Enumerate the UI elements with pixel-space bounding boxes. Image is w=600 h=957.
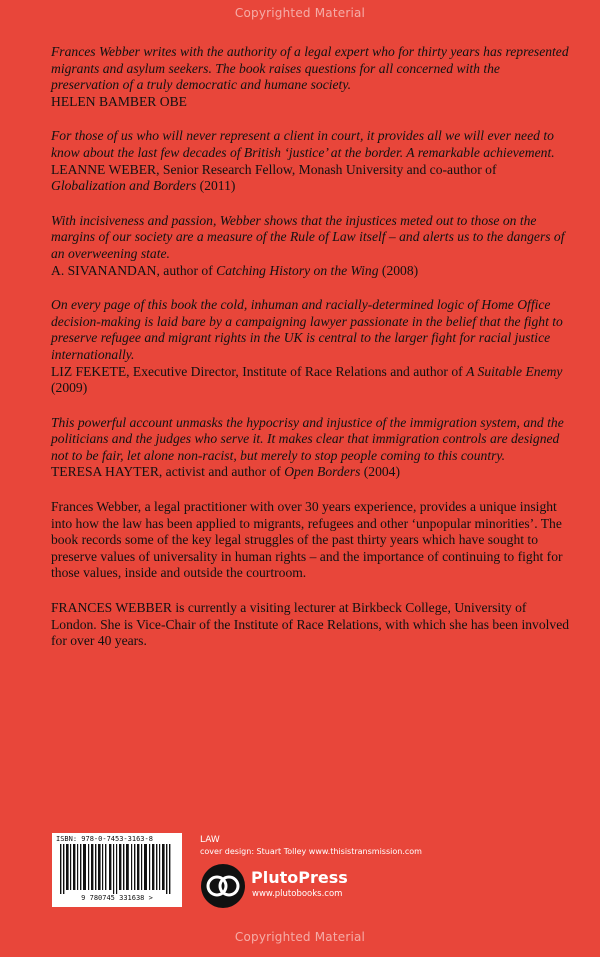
quote-3 — [51, 213, 571, 279]
quote-attribution: TERESA HAYTER, activist and author of Open Borders (2004) — [51, 464, 400, 480]
category-label: LAW — [200, 835, 220, 845]
quote-5 — [51, 415, 571, 481]
book-description: Frances Webber, a legal practitioner with over 30 years experience, provides a unique insight into how the law has been applied to migrants, refugees and other ‘unpopular minorities’. The book records some of the key legal struggles of the past thirty years which have sought to preserve values of universality in human rights – and the importance of continuing to fight for those values, inside and outside the courtroom. — [51, 499, 563, 581]
quote-text: Frances Webber writes with the authority of a legal expert who for thirty years has represented migrants and asylum seekers. The book raises questions for all concerned with the preservation of a truly democratic and humane society. — [51, 44, 569, 93]
watermark-bottom: Copyrighted Material — [234, 930, 366, 944]
book-title: Open Borders — [284, 464, 361, 480]
quote-text: With incisiveness and passion, Webber shows that the injustices meted out to those on the margins of our society are a measure of the Rule of Law itself – and alerts us to the dangers of an overweening state. — [51, 212, 565, 261]
quote-1 — [51, 44, 571, 110]
isbn-barcode — [52, 833, 182, 907]
barcode-icon — [56, 844, 178, 894]
back-cover-text — [51, 44, 571, 650]
book-title: Globalization and Borders — [51, 178, 197, 194]
pluto-logo-icon — [201, 864, 245, 908]
publisher-url: www.plutobooks.com — [252, 889, 343, 899]
quote-text: This powerful account unmasks the hypocrisy and injustice of the immigration system, and the politicians and the judges who serve it. It makes clear that immigration controls are designed not to be fair, let alone non-racist, but merely to stop people coming to this country. — [51, 414, 564, 463]
quote-attribution: A. SIVANANDAN, author of Catching History on the Wing (2008) — [51, 262, 419, 278]
quote-4 — [51, 297, 571, 397]
book-title: Catching History on the Wing — [216, 262, 379, 278]
quote-2 — [51, 128, 571, 194]
quote-attribution: HELEN BAMBER OBE — [51, 93, 187, 109]
quote-attribution: LEANNE WEBER, Senior Research Fellow, Monash University and co-author of Globalization and Borders (2011) — [51, 161, 497, 194]
publisher-name: PlutoPress — [251, 868, 348, 887]
book-title: A Suitable Enemy — [466, 363, 563, 379]
watermark-top: Copyrighted Material — [234, 6, 366, 20]
quote-attribution: LIZ FEKETE, Executive Director, Institute of Race Relations and author of A Suitable Enemy (2009) — [51, 363, 563, 396]
barcode-number: 9 780745 331638 > — [81, 894, 153, 902]
quote-text: On every page of this book the cold, inhuman and racially-determined logic of Home Office decision-making is laid bare by a campaigning lawyer passionate in the belief that the fight to preserve refugee and migrant rights in the UK is central to the larger fight for racial justice internationally. — [51, 297, 563, 362]
cover-credit: cover design: Stuart Tolley www.thisistransmission.com — [200, 847, 422, 856]
author-bio: FRANCES WEBBER is currently a visiting lecturer at Birkbeck College, University of London. She is Vice-Chair of the Institute of Race Relations, with which she has been involved for over 40 years. — [51, 600, 570, 649]
quote-text: For those of us who will never represent a client in court, it provides all we will ever need to know about the last few decades of British ‘justice’ at the border. A remarkable achievement. — [51, 128, 555, 160]
isbn-text: ISBN: 978-0-7453-3163-8 — [56, 835, 153, 843]
